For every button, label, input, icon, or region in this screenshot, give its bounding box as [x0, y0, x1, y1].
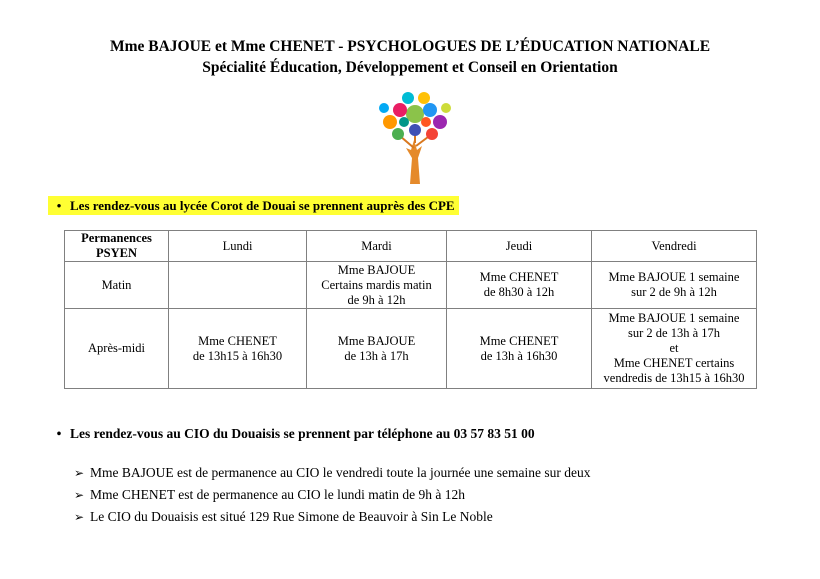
arrow-icon: ➢	[74, 487, 85, 502]
list-item	[74, 462, 590, 484]
cell-line: Mme CHENET certains	[613, 356, 735, 370]
note-text: Mme CHENET est de permanence au CIO le lundi matin de 9h à 12h	[90, 487, 466, 502]
document-title	[0, 36, 820, 78]
cell-line: de 8h30 à 12h	[483, 285, 555, 299]
cell-line: Mme BAJOUE 1 semaine	[608, 270, 740, 284]
table-row-matin	[65, 262, 757, 309]
cell-line: sur 2 de 13h à 17h	[628, 326, 720, 340]
row-label-matin: Matin	[65, 262, 169, 309]
cell-line: de 13h à 17h	[344, 348, 409, 363]
note-text: Mme BAJOUE est de permanence au CIO le vendredi toute la journée une semaine sur deux	[90, 465, 591, 480]
header-corner	[65, 231, 169, 262]
cio-phone-text: Les rendez-vous au CIO du Douaisis se prennent par téléphone au 03 57 83 51 00	[70, 426, 535, 441]
cell-apres-midi-vendredi	[592, 309, 757, 389]
cpe-notice-text: Les rendez-vous au lycée Corot de Douai se prennent auprès des CPE	[70, 196, 459, 215]
cell-line: de 13h à 16h30	[480, 348, 558, 363]
bullet: •	[48, 196, 70, 215]
header-mardi: Mardi	[307, 231, 447, 262]
cell-line: Mme CHENET	[479, 270, 559, 284]
list-item	[74, 484, 590, 506]
bullet: •	[56, 426, 62, 441]
cell-line: et	[669, 341, 679, 355]
cell-line: Mme BAJOUE	[337, 262, 416, 277]
cell-apres-midi-jeudi	[447, 309, 592, 389]
cell-apres-midi-lundi	[169, 309, 307, 389]
header-jeudi: Jeudi	[447, 231, 592, 262]
cell-line: Mme CHENET	[198, 333, 277, 348]
cell-apres-midi-mardi	[307, 309, 447, 389]
cell-matin-mardi	[307, 262, 447, 309]
cell-line: de 9h à 12h	[347, 292, 406, 307]
cell-line: Mme BAJOUE 1 semaine	[608, 311, 740, 325]
note-text: Le CIO du Douaisis est situé 129 Rue Simone de Beauvoir à Sin Le Noble	[90, 509, 493, 524]
corner-line-2: PSYEN	[96, 246, 137, 260]
tree-icon	[370, 88, 460, 184]
cell-line: vendredis de 13h15 à 16h30	[603, 371, 745, 385]
cpe-notice	[48, 196, 459, 215]
schedule-table	[64, 230, 757, 389]
cell-line: Mme CHENET	[479, 333, 559, 348]
list-item	[74, 506, 590, 528]
cio-phone-notice	[48, 425, 535, 443]
cell-line: de 13h15 à 16h30	[192, 348, 283, 363]
header-lundi: Lundi	[169, 231, 307, 262]
row-label-apres-midi: Après-midi	[65, 309, 169, 389]
corner-line-1: Permanences	[81, 231, 152, 245]
notes-list	[74, 462, 590, 528]
cell-matin-vendredi	[592, 262, 757, 309]
cell-matin-jeudi	[447, 262, 592, 309]
cell-matin-lundi	[169, 262, 307, 309]
arrow-icon: ➢	[74, 509, 85, 524]
header-vendredi: Vendredi	[592, 231, 757, 262]
title-line-2: Spécialité Éducation, Développement et Conseil en Orientation	[202, 59, 618, 76]
table-header-row	[65, 231, 757, 262]
table-row-apres-midi	[65, 309, 757, 389]
cell-line: Mme BAJOUE	[337, 333, 416, 348]
cell-line: Certains mardis matin	[321, 277, 432, 292]
cell-line: sur 2 de 9h à 12h	[631, 285, 717, 299]
title-line-1: Mme BAJOUE et Mme CHENET - PSYCHOLOGUES DE L’ÉDUCATION NATIONALE	[109, 38, 711, 55]
arrow-icon: ➢	[74, 465, 85, 480]
